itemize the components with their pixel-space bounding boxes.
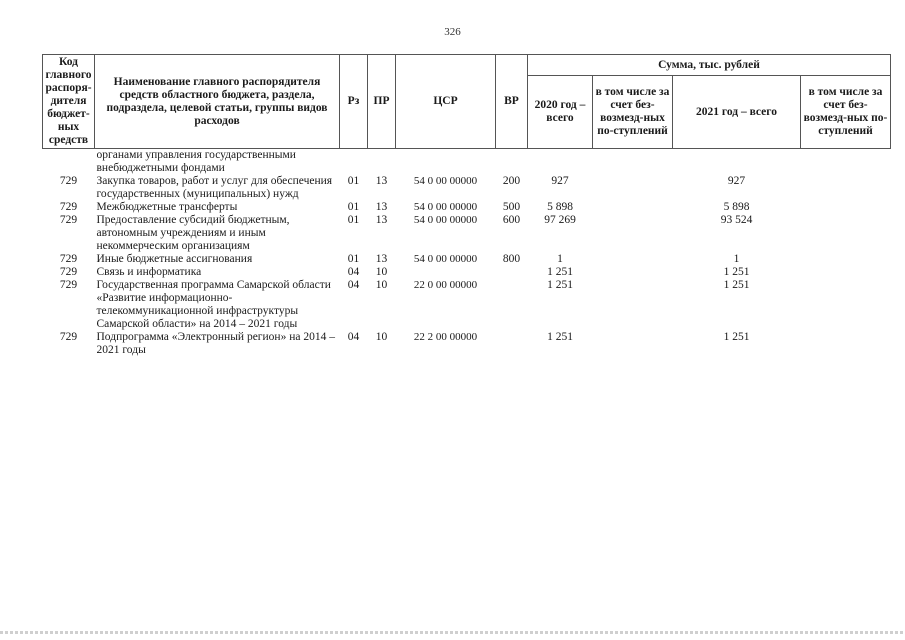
cell-rz: 01 — [347, 253, 360, 265]
header-pr: ПР — [368, 55, 396, 149]
cell-f2021 — [801, 266, 891, 279]
cell-vr — [496, 149, 528, 176]
table-row — [43, 331, 891, 357]
cell-pr: 13 — [375, 175, 388, 187]
cell-csr: 54 0 00 00000 — [413, 201, 478, 213]
cell-csr: 54 0 00 00000 — [413, 175, 478, 187]
header-2021-free: в том числе за счет без-возмезд-ных по-ступлений — [801, 76, 891, 149]
header-vr: ВР — [496, 55, 528, 149]
table-row — [43, 266, 891, 279]
cell-name: Государственная программа Самарской области «Развитие информационно-телекоммуникационной инфраструктуры Самарской области» на 2014 – 2021 годы — [96, 279, 331, 330]
scan-edge-strip — [0, 631, 905, 634]
cell-code — [43, 149, 95, 176]
header-2020-free: в том числе за счет без-возмезд-ных по-ступлений — [593, 76, 673, 149]
table-row — [43, 201, 891, 214]
cell-rz: 04 — [347, 279, 360, 291]
header-code: Код главного распоря-дителя бюджет-ных средств — [43, 55, 95, 149]
cell-f2020 — [593, 201, 673, 214]
cell-vr: 600 — [502, 214, 521, 226]
cell-csr: 22 2 00 00000 — [413, 331, 478, 343]
cell-vr: 800 — [502, 253, 521, 265]
cell-code: 729 — [59, 201, 78, 213]
cell-f2020 — [593, 214, 673, 253]
cell-csr — [396, 149, 496, 176]
cell-f2021 — [801, 149, 891, 176]
cell-s2021: 5 898 — [723, 201, 750, 213]
cell-csr — [396, 266, 496, 279]
cell-pr: 10 — [375, 279, 388, 291]
cell-code: 729 — [59, 279, 78, 291]
cell-f2021 — [801, 201, 891, 214]
table-row — [43, 149, 891, 176]
cell-vr — [496, 331, 528, 357]
cell-name: Закупка товаров, работ и услуг для обеспечения государственных (муниципальных) нужд — [96, 175, 333, 200]
cell-vr — [496, 279, 528, 331]
header-2020-total: 2020 год – всего — [528, 76, 593, 149]
cell-pr: 13 — [375, 214, 388, 226]
cell-csr: 54 0 00 00000 — [413, 214, 478, 226]
cell-pr — [368, 149, 396, 176]
header-rz: Рз — [340, 55, 368, 149]
cell-s2021: 1 251 — [723, 266, 750, 278]
cell-s2020 — [528, 149, 593, 176]
cell-code: 729 — [59, 253, 78, 265]
cell-rz: 01 — [347, 175, 360, 187]
cell-csr: 54 0 00 00000 — [413, 253, 478, 265]
cell-s2020: 1 251 — [547, 279, 573, 291]
cell-rz: 04 — [347, 266, 360, 278]
cell-f2021 — [801, 253, 891, 266]
cell-name: органами управления государственными внебюджетными фондами — [96, 149, 296, 174]
cell-f2020 — [593, 149, 673, 176]
cell-f2021 — [801, 175, 891, 201]
cell-name: Иные бюджетные ассигнования — [96, 253, 253, 265]
cell-name: Межбюджетные трансферты — [96, 201, 238, 213]
cell-f2020 — [593, 331, 673, 357]
cell-pr: 10 — [375, 266, 388, 278]
cell-vr: 200 — [502, 175, 521, 187]
cell-f2021 — [801, 214, 891, 253]
cell-f2020 — [593, 266, 673, 279]
cell-f2020 — [593, 279, 673, 331]
table-row — [43, 214, 891, 253]
cell-rz: 01 — [347, 214, 360, 226]
cell-name: Предоставление субсидий бюджетным, автономным учреждениям и иным некоммерческим организациям — [96, 214, 290, 252]
cell-f2020 — [593, 175, 673, 201]
cell-code: 729 — [59, 214, 78, 226]
cell-s2021: 1 — [733, 253, 740, 265]
cell-f2020 — [593, 253, 673, 266]
cell-vr — [496, 266, 528, 279]
cell-rz: 01 — [347, 201, 360, 213]
header-sum-group: Сумма, тыс. рублей — [528, 55, 891, 76]
cell-name: Связь и информатика — [96, 266, 202, 278]
cell-name: Подпрограмма «Электронный регион» на 2014 – 2021 годы — [96, 331, 335, 356]
cell-s2020: 5 898 — [547, 201, 573, 213]
cell-code: 729 — [59, 175, 78, 187]
table-row — [43, 175, 891, 201]
cell-f2021 — [801, 279, 891, 331]
cell-csr: 22 0 00 00000 — [413, 279, 478, 291]
cell-s2021 — [673, 149, 801, 176]
cell-s2020: 1 — [557, 253, 563, 265]
cell-vr: 500 — [502, 201, 521, 213]
header-name: Наименование главного распорядителя средств областного бюджета, раздела, подраздела, целевой статьи, группы видов расходов — [95, 55, 340, 149]
cell-s2020: 97 269 — [544, 214, 576, 226]
cell-s2020: 1 251 — [547, 331, 573, 343]
cell-s2020: 927 — [551, 175, 569, 187]
header-csr: ЦСР — [396, 55, 496, 149]
header-2021-total: 2021 год – всего — [673, 76, 801, 149]
cell-pr: 13 — [375, 201, 388, 213]
table-row — [43, 279, 891, 331]
cell-code: 729 — [59, 331, 78, 343]
cell-s2021: 93 524 — [720, 214, 753, 226]
budget-table — [42, 54, 891, 357]
cell-code: 729 — [59, 266, 78, 278]
table-body — [43, 149, 891, 358]
table-header — [43, 55, 891, 149]
cell-s2021: 927 — [727, 175, 746, 187]
table-row — [43, 253, 891, 266]
cell-pr: 13 — [375, 253, 388, 265]
cell-f2021 — [801, 331, 891, 357]
cell-s2020: 1 251 — [547, 266, 573, 278]
cell-s2021: 1 251 — [723, 331, 750, 343]
cell-pr: 10 — [375, 331, 388, 343]
cell-s2021: 1 251 — [723, 279, 750, 291]
cell-rz — [340, 149, 368, 176]
cell-rz: 04 — [347, 331, 360, 343]
page-number: 326 — [444, 26, 461, 38]
